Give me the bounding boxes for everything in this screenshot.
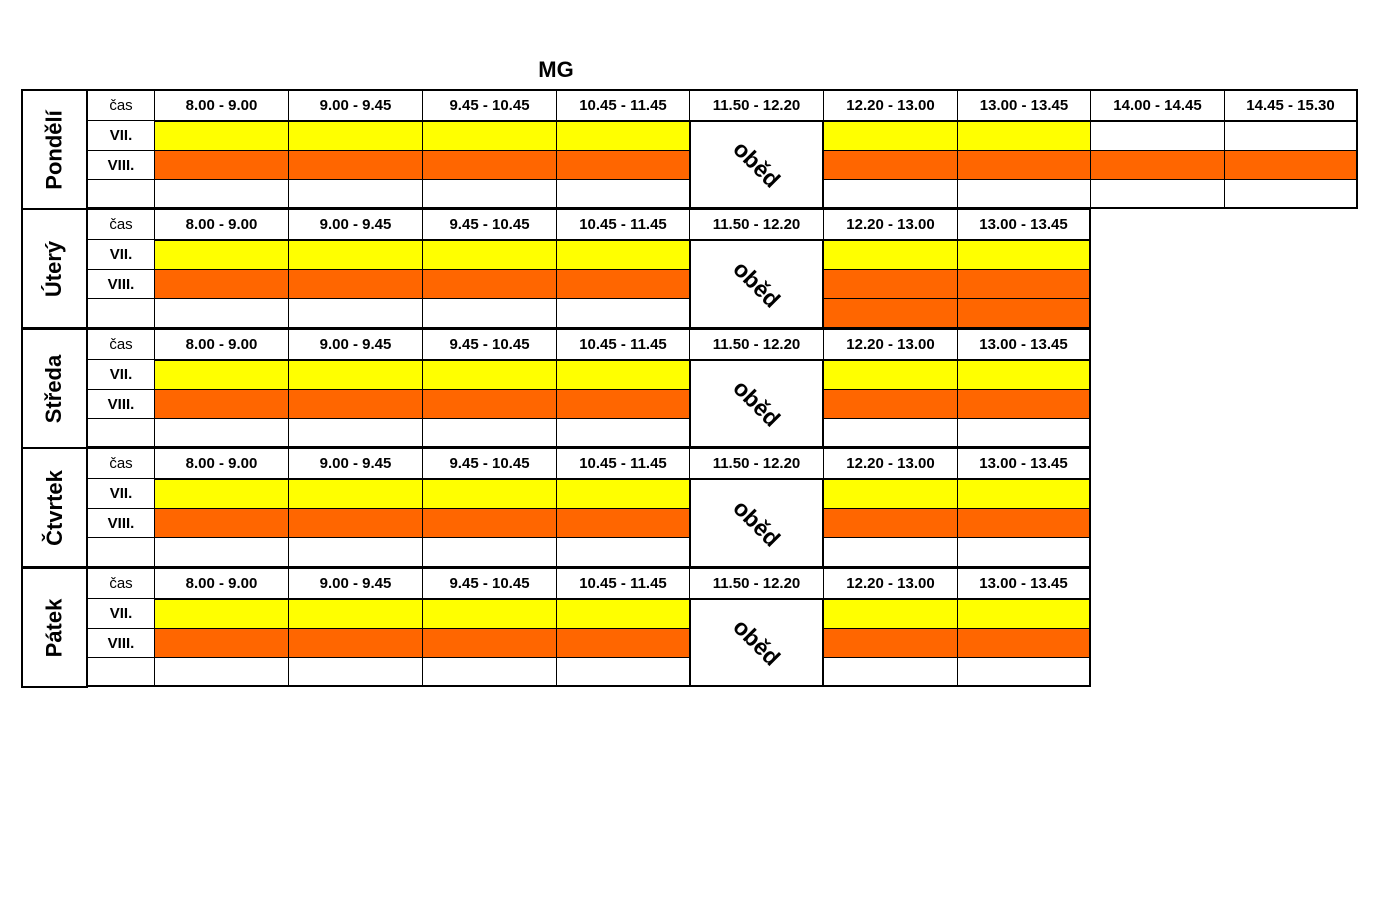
grade-label <box>87 150 155 180</box>
time-slot-text: 9.45 - 10.45 <box>449 216 530 233</box>
time-slot <box>288 208 423 240</box>
lesson-cell-VIII. <box>957 628 1091 658</box>
lesson-cell-empty <box>957 298 1091 329</box>
time-slot-text: 10.45 - 11.45 <box>579 336 667 353</box>
lesson-cell-empty <box>823 298 958 329</box>
lesson-cell-VIII. <box>154 628 289 658</box>
time-label: čas <box>109 575 133 592</box>
lesson-cell-VII. <box>422 598 557 629</box>
time-slot-text: 9.00 - 9.45 <box>319 216 392 233</box>
lesson-cell-empty <box>556 418 690 448</box>
grade-label <box>87 657 155 687</box>
lunch-break <box>689 239 824 329</box>
time-slot <box>556 208 690 240</box>
grade-label <box>87 537 155 568</box>
time-slot <box>957 447 1091 479</box>
lesson-cell-empty <box>1090 179 1225 209</box>
grade-label-text: VIII. <box>107 634 135 652</box>
lunch-label: oběd <box>728 613 786 671</box>
time-slot-text: 9.00 - 9.45 <box>319 455 392 472</box>
time-slot-text: 11.50 - 12.20 <box>712 336 801 353</box>
lesson-cell-VII. <box>154 359 289 390</box>
time-slot <box>422 89 557 121</box>
lesson-cell-VII. <box>556 120 690 151</box>
time-slot-text: 11.50 - 12.20 <box>712 455 801 472</box>
lesson-cell-empty <box>823 537 958 568</box>
lesson-cell-VII. <box>288 478 423 509</box>
lesson-cell-empty <box>957 657 1091 687</box>
time-slot <box>957 89 1091 121</box>
lesson-cell-VII. <box>556 239 690 270</box>
lunch-label: oběd <box>728 374 786 432</box>
time-slot <box>422 208 557 240</box>
day-label-0 <box>21 89 88 210</box>
lesson-cell-empty <box>154 179 289 209</box>
time-slot-text: 10.45 - 11.45 <box>579 455 667 472</box>
time-slot <box>823 208 958 240</box>
lesson-cell-VII. <box>154 478 289 509</box>
time-row-label <box>87 208 155 240</box>
lesson-cell-empty <box>422 418 557 448</box>
grade-label-text: VIII. <box>107 275 135 293</box>
lesson-cell-empty <box>154 537 289 568</box>
time-slot-text: 13.00 - 13.45 <box>979 336 1068 353</box>
lesson-cell-VII. <box>154 120 289 151</box>
day-label-3 <box>21 447 88 568</box>
time-slot-text: 8.00 - 9.00 <box>185 216 258 233</box>
lesson-cell-empty <box>288 657 423 687</box>
lunch-break <box>689 598 824 687</box>
lesson-cell-VII. <box>422 359 557 390</box>
day-name: Čtvrtek <box>41 469 67 546</box>
lesson-cell-VII. <box>1090 120 1225 151</box>
time-slot <box>422 447 557 479</box>
time-slot-text: 9.45 - 10.45 <box>449 97 530 114</box>
time-slot <box>689 328 824 360</box>
lesson-cell-empty <box>823 418 958 448</box>
day-label-4 <box>21 567 88 688</box>
time-slot-text: 8.00 - 9.00 <box>185 336 258 353</box>
day-label-1 <box>21 208 88 329</box>
lesson-cell-VII. <box>957 478 1091 509</box>
time-slot <box>823 567 958 599</box>
lesson-cell-empty <box>556 298 690 329</box>
time-slot-text: 11.50 - 12.20 <box>712 575 801 592</box>
lesson-cell-VIII. <box>556 389 690 419</box>
grade-label-text: VII. <box>109 485 133 502</box>
time-row-label <box>87 328 155 360</box>
time-slot-text: 13.00 - 13.45 <box>979 216 1068 233</box>
lesson-cell-VIII. <box>957 389 1091 419</box>
lesson-cell-empty <box>422 537 557 568</box>
lesson-cell-VIII. <box>288 150 423 180</box>
time-slot-text: 13.00 - 13.45 <box>979 97 1069 114</box>
grade-label <box>87 418 155 448</box>
time-slot <box>823 447 958 479</box>
time-slot-text: 14.45 - 15.30 <box>1246 97 1335 114</box>
lesson-cell-VII. <box>154 239 289 270</box>
lesson-cell-VIII. <box>422 269 557 299</box>
grade-label-text: VIII. <box>107 156 135 174</box>
lesson-cell-empty <box>422 298 557 329</box>
lesson-cell-empty <box>154 298 289 329</box>
lesson-cell-VII. <box>422 478 557 509</box>
grade-label <box>87 298 155 329</box>
time-slot <box>154 567 289 599</box>
time-label: čas <box>109 336 133 353</box>
grade-label <box>87 269 155 299</box>
time-slot <box>689 567 824 599</box>
grade-label <box>87 598 155 629</box>
grade-label-text: VII. <box>109 246 133 263</box>
lesson-cell-VIII. <box>957 508 1091 538</box>
lesson-cell-empty <box>823 657 958 687</box>
time-slot <box>689 89 824 121</box>
lesson-cell-VII. <box>823 598 958 629</box>
lesson-cell-empty <box>288 298 423 329</box>
lesson-cell-VIII. <box>422 150 557 180</box>
lesson-cell-VII. <box>288 359 423 390</box>
lesson-cell-VII. <box>1224 120 1358 151</box>
time-slot <box>957 328 1091 360</box>
grade-label <box>87 359 155 390</box>
time-slot <box>689 208 824 240</box>
time-slot <box>288 447 423 479</box>
time-slot-text: 12.20 - 13.00 <box>846 97 935 114</box>
day-label-2 <box>21 328 88 449</box>
day-name: Středa <box>41 354 67 423</box>
time-row-label <box>87 89 155 121</box>
grade-label <box>87 239 155 270</box>
time-slot <box>154 328 289 360</box>
page-title: MG <box>538 57 574 82</box>
time-slot-text: 8.00 - 9.00 <box>185 455 258 472</box>
grade-label-text: VII. <box>109 127 133 144</box>
lesson-cell-VII. <box>823 120 958 151</box>
time-slot <box>689 447 824 479</box>
lesson-cell-VIII. <box>1224 150 1358 180</box>
lesson-cell-VII. <box>422 239 557 270</box>
lesson-cell-empty <box>422 179 557 209</box>
time-slot <box>556 447 690 479</box>
lunch-break <box>689 120 824 209</box>
time-slot <box>288 328 423 360</box>
time-slot-text: 9.00 - 9.45 <box>319 97 392 114</box>
lesson-cell-VIII. <box>154 150 289 180</box>
lesson-cell-VIII. <box>288 269 423 299</box>
lesson-cell-VII. <box>154 598 289 629</box>
lesson-cell-VII. <box>556 359 690 390</box>
lesson-cell-empty <box>556 657 690 687</box>
grade-label <box>87 508 155 538</box>
time-slot <box>154 208 289 240</box>
lesson-cell-VIII. <box>422 389 557 419</box>
lesson-cell-VIII. <box>422 628 557 658</box>
lesson-cell-VIII. <box>288 389 423 419</box>
time-slot <box>1090 89 1225 121</box>
time-slot-text: 9.00 - 9.45 <box>319 336 392 353</box>
lesson-cell-VII. <box>288 120 423 151</box>
lesson-cell-VII. <box>957 598 1091 629</box>
lesson-cell-VIII. <box>823 508 958 538</box>
time-slot <box>154 447 289 479</box>
lesson-cell-empty <box>556 537 690 568</box>
lesson-cell-VII. <box>288 598 423 629</box>
time-label: čas <box>109 455 133 472</box>
lesson-cell-VIII. <box>823 389 958 419</box>
time-slot <box>154 89 289 121</box>
time-slot-text: 12.20 - 13.00 <box>846 575 935 592</box>
time-slot <box>556 567 690 599</box>
lesson-cell-empty <box>823 179 958 209</box>
lunch-label: oběd <box>728 494 786 552</box>
lesson-cell-VIII. <box>823 628 958 658</box>
day-name: Pátek <box>41 598 67 657</box>
time-slot <box>422 567 557 599</box>
grade-label-text: VII. <box>109 605 133 622</box>
time-row-label <box>87 447 155 479</box>
lesson-cell-VIII. <box>957 150 1091 180</box>
lesson-cell-empty <box>422 657 557 687</box>
grade-label-text: VIII. <box>107 514 135 532</box>
time-slot <box>957 567 1091 599</box>
time-label: čas <box>109 216 133 233</box>
lesson-cell-empty <box>556 179 690 209</box>
time-slot-text: 13.00 - 13.45 <box>979 575 1068 592</box>
time-slot-text: 8.00 - 9.00 <box>185 575 258 592</box>
grade-label <box>87 628 155 658</box>
lesson-cell-VIII. <box>154 508 289 538</box>
time-slot-text: 10.45 - 11.45 <box>579 97 667 114</box>
grade-label <box>87 389 155 419</box>
lesson-cell-VII. <box>823 478 958 509</box>
lunch-break <box>689 478 824 568</box>
time-slot-text: 9.00 - 9.45 <box>319 575 392 592</box>
lesson-cell-VII. <box>957 239 1091 270</box>
time-slot-text: 9.45 - 10.45 <box>449 336 530 353</box>
lunch-label: oběd <box>728 255 786 313</box>
time-slot-text: 12.20 - 13.00 <box>846 336 935 353</box>
time-slot-text: 12.20 - 13.00 <box>846 455 935 472</box>
time-label: čas <box>109 97 133 114</box>
lesson-cell-VII. <box>957 359 1091 390</box>
time-slot <box>288 89 423 121</box>
lesson-cell-empty <box>154 418 289 448</box>
lesson-cell-VIII. <box>154 269 289 299</box>
lesson-cell-VII. <box>422 120 557 151</box>
time-slot-text: 12.20 - 13.00 <box>846 216 935 233</box>
lesson-cell-empty <box>957 537 1091 568</box>
time-slot-text: 10.45 - 11.45 <box>579 575 667 592</box>
lesson-cell-VII. <box>823 239 958 270</box>
grade-label-text: VIII. <box>107 395 135 413</box>
time-slot-text: 10.45 - 11.45 <box>579 216 667 233</box>
lesson-cell-VIII. <box>823 269 958 299</box>
lesson-cell-empty <box>957 179 1091 209</box>
time-slot-text: 11.50 - 12.20 <box>712 216 801 233</box>
lesson-cell-VIII. <box>154 389 289 419</box>
time-slot <box>1224 89 1358 121</box>
lesson-cell-VIII. <box>288 508 423 538</box>
time-slot <box>823 89 958 121</box>
day-name: Úterý <box>41 240 67 297</box>
lesson-cell-empty <box>957 418 1091 448</box>
time-slot-text: 14.00 - 14.45 <box>1113 97 1202 114</box>
lesson-cell-empty <box>288 537 423 568</box>
lesson-cell-empty <box>1224 179 1358 209</box>
time-slot <box>288 567 423 599</box>
time-row-label <box>87 567 155 599</box>
time-slot <box>556 328 690 360</box>
time-slot-text: 13.00 - 13.45 <box>979 455 1068 472</box>
lesson-cell-VIII. <box>556 269 690 299</box>
lunch-label: oběd <box>728 135 786 193</box>
time-slot-text: 9.45 - 10.45 <box>449 575 530 592</box>
time-slot <box>556 89 690 121</box>
grade-label <box>87 120 155 151</box>
lesson-cell-VII. <box>823 359 958 390</box>
lesson-cell-VII. <box>957 120 1091 151</box>
time-slot <box>823 328 958 360</box>
lesson-cell-VIII. <box>422 508 557 538</box>
lesson-cell-empty <box>288 179 423 209</box>
lesson-cell-VIII. <box>556 150 690 180</box>
day-name: Pondělí <box>41 109 67 190</box>
lesson-cell-VII. <box>288 239 423 270</box>
lesson-cell-VIII. <box>556 508 690 538</box>
time-slot <box>957 208 1091 240</box>
lesson-cell-VIII. <box>556 628 690 658</box>
lesson-cell-empty <box>154 657 289 687</box>
lesson-cell-VIII. <box>1090 150 1225 180</box>
lesson-cell-VIII. <box>288 628 423 658</box>
grade-label-text: VII. <box>109 366 133 383</box>
lesson-cell-VII. <box>556 598 690 629</box>
grade-label <box>87 179 155 209</box>
time-slot-text: 11.50 - 12.20 <box>712 97 801 114</box>
lesson-cell-empty <box>288 418 423 448</box>
lesson-cell-VII. <box>556 478 690 509</box>
lunch-break <box>689 359 824 448</box>
lesson-cell-VIII. <box>823 150 958 180</box>
time-slot-text: 9.45 - 10.45 <box>449 455 530 472</box>
time-slot-text: 8.00 - 9.00 <box>185 97 258 114</box>
time-slot <box>422 328 557 360</box>
lesson-cell-VIII. <box>957 269 1091 299</box>
grade-label <box>87 478 155 509</box>
